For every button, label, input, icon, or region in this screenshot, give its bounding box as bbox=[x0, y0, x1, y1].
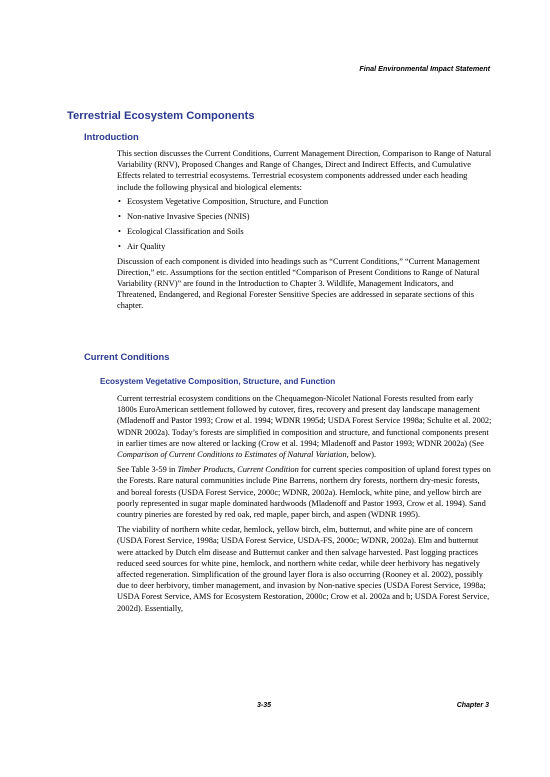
current-conditions-heading: Current Conditions bbox=[84, 351, 170, 362]
paragraph-text: for current species composition of upland forest types on the Forests. Rare natural communities include Pine Barrens, northern dry forests, northern dry-mesic forests, and boreal forests (USDA Forest Service, 2000c; WDNR, 2002a). Hemlock, white pine, and yellow birch are poorly represented in sugar maple dominated hardwoods (Mladenoff and Pastor 1993, Crow et al. 1994). Sand country pineries are forested by red oak, red maple, paper birch, and aspen (WDNR 1995). bbox=[117, 465, 491, 520]
component-list bbox=[117, 196, 492, 252]
cross-reference-title: Comparison of Current Conditions to Estimates of Natural Variation bbox=[117, 450, 347, 460]
cross-reference-title: Timber Products, Current Condition bbox=[177, 465, 299, 475]
running-header: Final Environmental Impact Statement bbox=[359, 64, 490, 73]
paragraph-text: Current terrestrial ecosystem conditions on the Chequamegon-Nicolet National Forests resulted from early 1800s EuroAmerican settlement followed by cutover, fires, recovery and present day landscape management (Mladenoff and Pastor 1993; Crow et al. 1994; WDNR 1995d; USDA Forest Service 1998a; Schulte et al. 2002; WDNR 2002a). Today’s forests are simplified in composition and structure, and functional components present in earlier times are now altered or lacking (Crow et al. 1994; Mladenoff and Pastor 1993; WDNR 2002a) (See bbox=[117, 394, 492, 448]
introduction-paragraph-1: This section discusses the Current Conditions, Current Management Direction, Comparison to Range of Natural Variability (RNV), Proposed Changes and Range of Changes, Direct and Indirect Effects, and Cumulative Effects related to terrestrial ecosystems. Terrestrial ecosystem components addressed under each heading include the following physical and biological elements: bbox=[117, 149, 492, 192]
list-item: • Air Quality bbox=[117, 241, 492, 252]
vegetative-composition-subheading: Ecosystem Vegetative Composition, Structure, and Function bbox=[100, 377, 336, 386]
paragraph-text: See Table 3-59 in bbox=[117, 465, 178, 475]
current-conditions-paragraph-3: The viability of northern white cedar, hemlock, yellow birch, elm, butternut, and white pine are of concern (USDA Forest Service, 1998a; USDA Forest Service, USDA-FS, 2000c; WDNR, 2002a). Elm and butternut were attacked by Dutch elm disease and Butternut canker and then salvage harvested. Past logging practices reduced seed sources for white pine, hemlock, and northern white cedar, while deer herbivory has negatively affected regeneration. Simplification of the ground layer flora is also occurring (Rooney et al. 2002), possibly due to deer herbivory, timber management, and invasion by Non-native species (USDA Forest Service, 1998a; USDA Forest Service, AMS for Ecosystem Restoration, 2000c; Crow et al. 2002a and b; USDA Forest Service, 2002d). Essentially, bbox=[117, 525, 490, 613]
current-conditions-paragraph-1 bbox=[117, 393, 492, 460]
introduction-body bbox=[117, 148, 492, 312]
section-title: Terrestrial Ecosystem Components bbox=[67, 110, 255, 122]
current-conditions-paragraph-2 bbox=[117, 464, 492, 520]
chapter-label: Chapter 3 bbox=[456, 702, 489, 709]
current-conditions-body bbox=[117, 393, 492, 614]
list-item: • Non-native Invasive Species (NNIS) bbox=[117, 211, 492, 222]
list-item: • Ecological Classification and Soils bbox=[117, 226, 492, 237]
paragraph-text: , below). bbox=[346, 450, 377, 460]
introduction-paragraph-2: Discussion of each component is divided into headings such as “Current Conditions,” “Current Management Direction,” etc. Assumptions for the section entitled “Comparison of Present Conditions to Range of Natural Variability (RNV)” are found in the Introduction to Chapter 3. Wildlife, Management Indicators, and Threatened, Endangered, and Regional Forester Sensitive Species are addressed in separate sections of this chapter. bbox=[117, 256, 480, 311]
list-item: • Ecosystem Vegetative Composition, Structure, and Function bbox=[117, 196, 492, 207]
introduction-heading: Introduction bbox=[84, 131, 139, 142]
page-number: 3-35 bbox=[257, 702, 272, 709]
